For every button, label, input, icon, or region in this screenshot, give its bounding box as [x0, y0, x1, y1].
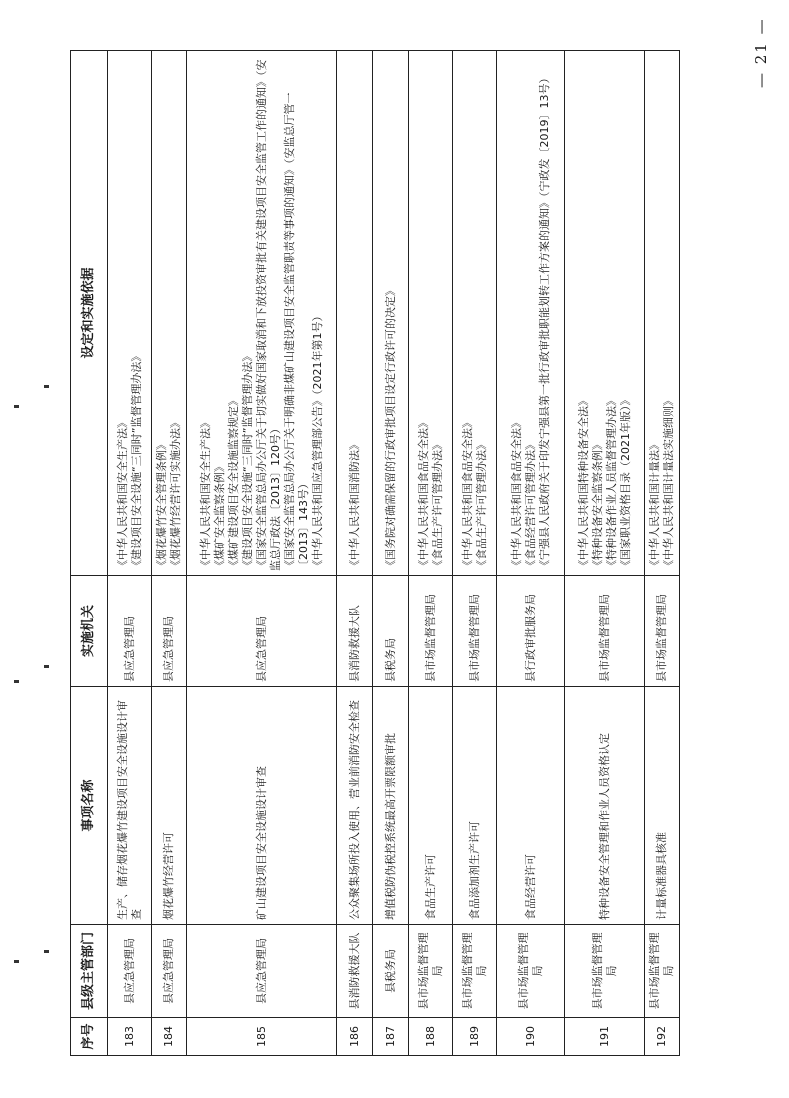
row-item: 公众聚集场所投入使用、营业前消防安全检查 — [337, 687, 373, 925]
row-agency: 县市场监督管理局 — [409, 576, 453, 687]
row-basis — [565, 51, 645, 576]
row-item: 生产、储存烟花爆竹建设项目安全设施设计审查 — [108, 687, 152, 925]
row-seq: 184 — [152, 1018, 187, 1056]
row-dept: 县应急管理局 — [152, 925, 187, 1018]
row-item: 计量标准器具核准 — [645, 687, 680, 925]
row-seq: 191 — [565, 1018, 645, 1056]
binding-hole-mark — [44, 665, 49, 668]
row-item: 增值税防伪税控系统最高开票限额审批 — [373, 687, 409, 925]
table-row — [453, 51, 497, 1056]
table-row — [337, 51, 373, 1056]
row-dept: 县市场监督管理局 — [409, 925, 453, 1018]
basis-line: 《建设项目安全设施“三同时”监督管理办法》 — [129, 350, 143, 571]
header-basis: 设定和实施依据 — [71, 51, 108, 576]
table-row — [645, 51, 680, 1056]
row-seq: 192 — [645, 1018, 680, 1056]
basis-line: 《建设项目安全设施“三同时”监督管理办法》 — [240, 350, 254, 571]
table-row — [373, 51, 409, 1056]
basis-line: 《食品生产许可管理办法》 — [430, 439, 444, 571]
row-item: 烟花爆竹经营许可 — [152, 687, 187, 925]
row-dept: 县消防救援大队 — [337, 925, 373, 1018]
table-row — [187, 51, 337, 1056]
row-item: 食品经营许可 — [497, 687, 565, 925]
binding-hole-mark — [14, 680, 19, 683]
header-seq: 序号 — [71, 1018, 108, 1056]
row-basis — [497, 51, 565, 576]
row-item: 食品生产许可 — [409, 687, 453, 925]
basis-line: 《国家安全监管总局办公厅关于明确非煤矿山建设项目安全监管职责等事项的通知》（安监总厅管一〔2013〕143号） — [282, 92, 310, 571]
basis-line: 《中华人民共和国消防法》 — [347, 439, 361, 571]
row-agency: 县行政审批服务局 — [497, 576, 565, 687]
row-agency: 县市场监督管理局 — [645, 576, 680, 687]
table-row — [152, 51, 187, 1056]
binding-hole-mark — [14, 405, 19, 408]
basis-line: 《特种设备作业人员监督管理办法》 — [604, 395, 618, 571]
row-dept: 县应急管理局 — [187, 925, 337, 1018]
row-seq: 189 — [453, 1018, 497, 1056]
basis-line: 《煤矿建设项目安全设施监察规定》 — [226, 395, 240, 571]
row-basis — [645, 51, 680, 576]
basis-line: 《国家安全监管总局办公厅关于切实做好国家取消和下放投资审批有关建设项目安全监管工作的通知》（安监总厅政法〔2013〕120号） — [254, 59, 282, 571]
row-seq: 188 — [409, 1018, 453, 1056]
basis-line: 《中华人民共和国食品安全法》 — [416, 417, 430, 571]
basis-line: 《中华人民共和国应急管理部公告》（2021年第1号） — [310, 310, 324, 571]
row-dept: 县市场监督管理局 — [497, 925, 565, 1018]
basis-line: 《烟花爆竹安全管理条例》 — [155, 439, 168, 571]
binding-hole-mark — [14, 960, 19, 963]
row-basis — [453, 51, 497, 576]
basis-line: 《烟花爆竹经营许可实施办法》 — [169, 417, 182, 571]
header-agency: 实施机关 — [71, 576, 108, 687]
row-agency: 县市场监督管理局 — [565, 576, 645, 687]
basis-line: 《中华人民共和国食品安全法》 — [460, 417, 474, 571]
row-dept: 县市场监督管理局 — [645, 925, 680, 1018]
row-basis — [373, 51, 409, 576]
page-number: — 21 — — [752, 17, 770, 88]
row-seq: 186 — [337, 1018, 373, 1056]
row-seq: 190 — [497, 1018, 565, 1056]
row-agency: 县应急管理局 — [108, 576, 152, 687]
row-seq: 187 — [373, 1018, 409, 1056]
row-item: 食品添加剂生产许可 — [453, 687, 497, 925]
binding-hole-mark — [44, 950, 49, 953]
basis-line: 《食品生产许可管理办法》 — [474, 439, 488, 571]
basis-line: 《煤矿安全监察条例》 — [212, 461, 226, 571]
table-row — [565, 51, 645, 1056]
basis-line: 《中华人民共和国计量法》 — [648, 439, 661, 571]
basis-line: 《宁强县人民政府关于印发宁强县第一批行政审批职能划转工作方案的通知》（宁政发〔2019〕13号） — [537, 72, 551, 571]
row-dept: 县应急管理局 — [108, 925, 152, 1018]
row-agency: 县消防救援大队 — [337, 576, 373, 687]
row-agency: 县应急管理局 — [187, 576, 337, 687]
row-dept: 县市场监督管理局 — [453, 925, 497, 1018]
row-dept: 县税务局 — [373, 925, 409, 1018]
row-basis — [152, 51, 187, 576]
row-seq: 183 — [108, 1018, 152, 1056]
basis-line: 《中华人民共和国计量法实施细则》 — [662, 395, 675, 571]
row-agency: 县税务局 — [373, 576, 409, 687]
row-basis — [409, 51, 453, 576]
header-item: 事项名称 — [71, 687, 108, 925]
basis-line: 《国务院对确需保留的行政审批项目设定行政许可的决定》 — [383, 285, 397, 571]
basis-line: 《中华人民共和国食品安全法》 — [509, 417, 523, 571]
basis-line: 《中华人民共和国特种设备安全法》 — [576, 395, 590, 571]
row-item: 矿山建设项目安全设施设计审查 — [187, 687, 337, 925]
basis-line: 《中华人民共和国安全生产法》 — [198, 417, 212, 571]
basis-line: 《中华人民共和国安全生产法》 — [115, 417, 129, 571]
binding-hole-mark — [44, 385, 49, 388]
row-item: 特种设备安全管理和作业人员资格认定 — [565, 687, 645, 925]
row-basis — [187, 51, 337, 576]
row-agency: 县市场监督管理局 — [453, 576, 497, 687]
table-row — [409, 51, 453, 1056]
basis-line: 《国家职业资格目录（2021年版）》 — [618, 394, 632, 571]
row-dept: 县市场监督管理局 — [565, 925, 645, 1018]
table-body — [108, 51, 680, 1056]
basis-line: 《食品经营许可管理办法》 — [523, 439, 537, 571]
header-dept: 县级主管部门 — [71, 925, 108, 1018]
row-agency: 县应急管理局 — [152, 576, 187, 687]
row-basis — [108, 51, 152, 576]
row-seq: 185 — [187, 1018, 337, 1056]
approval-items-table — [70, 50, 680, 1056]
table-header-row — [71, 51, 108, 1056]
row-basis — [337, 51, 373, 576]
basis-line: 《特种设备安全监察条例》 — [590, 439, 604, 571]
table-row — [497, 51, 565, 1056]
table-row — [108, 51, 152, 1056]
